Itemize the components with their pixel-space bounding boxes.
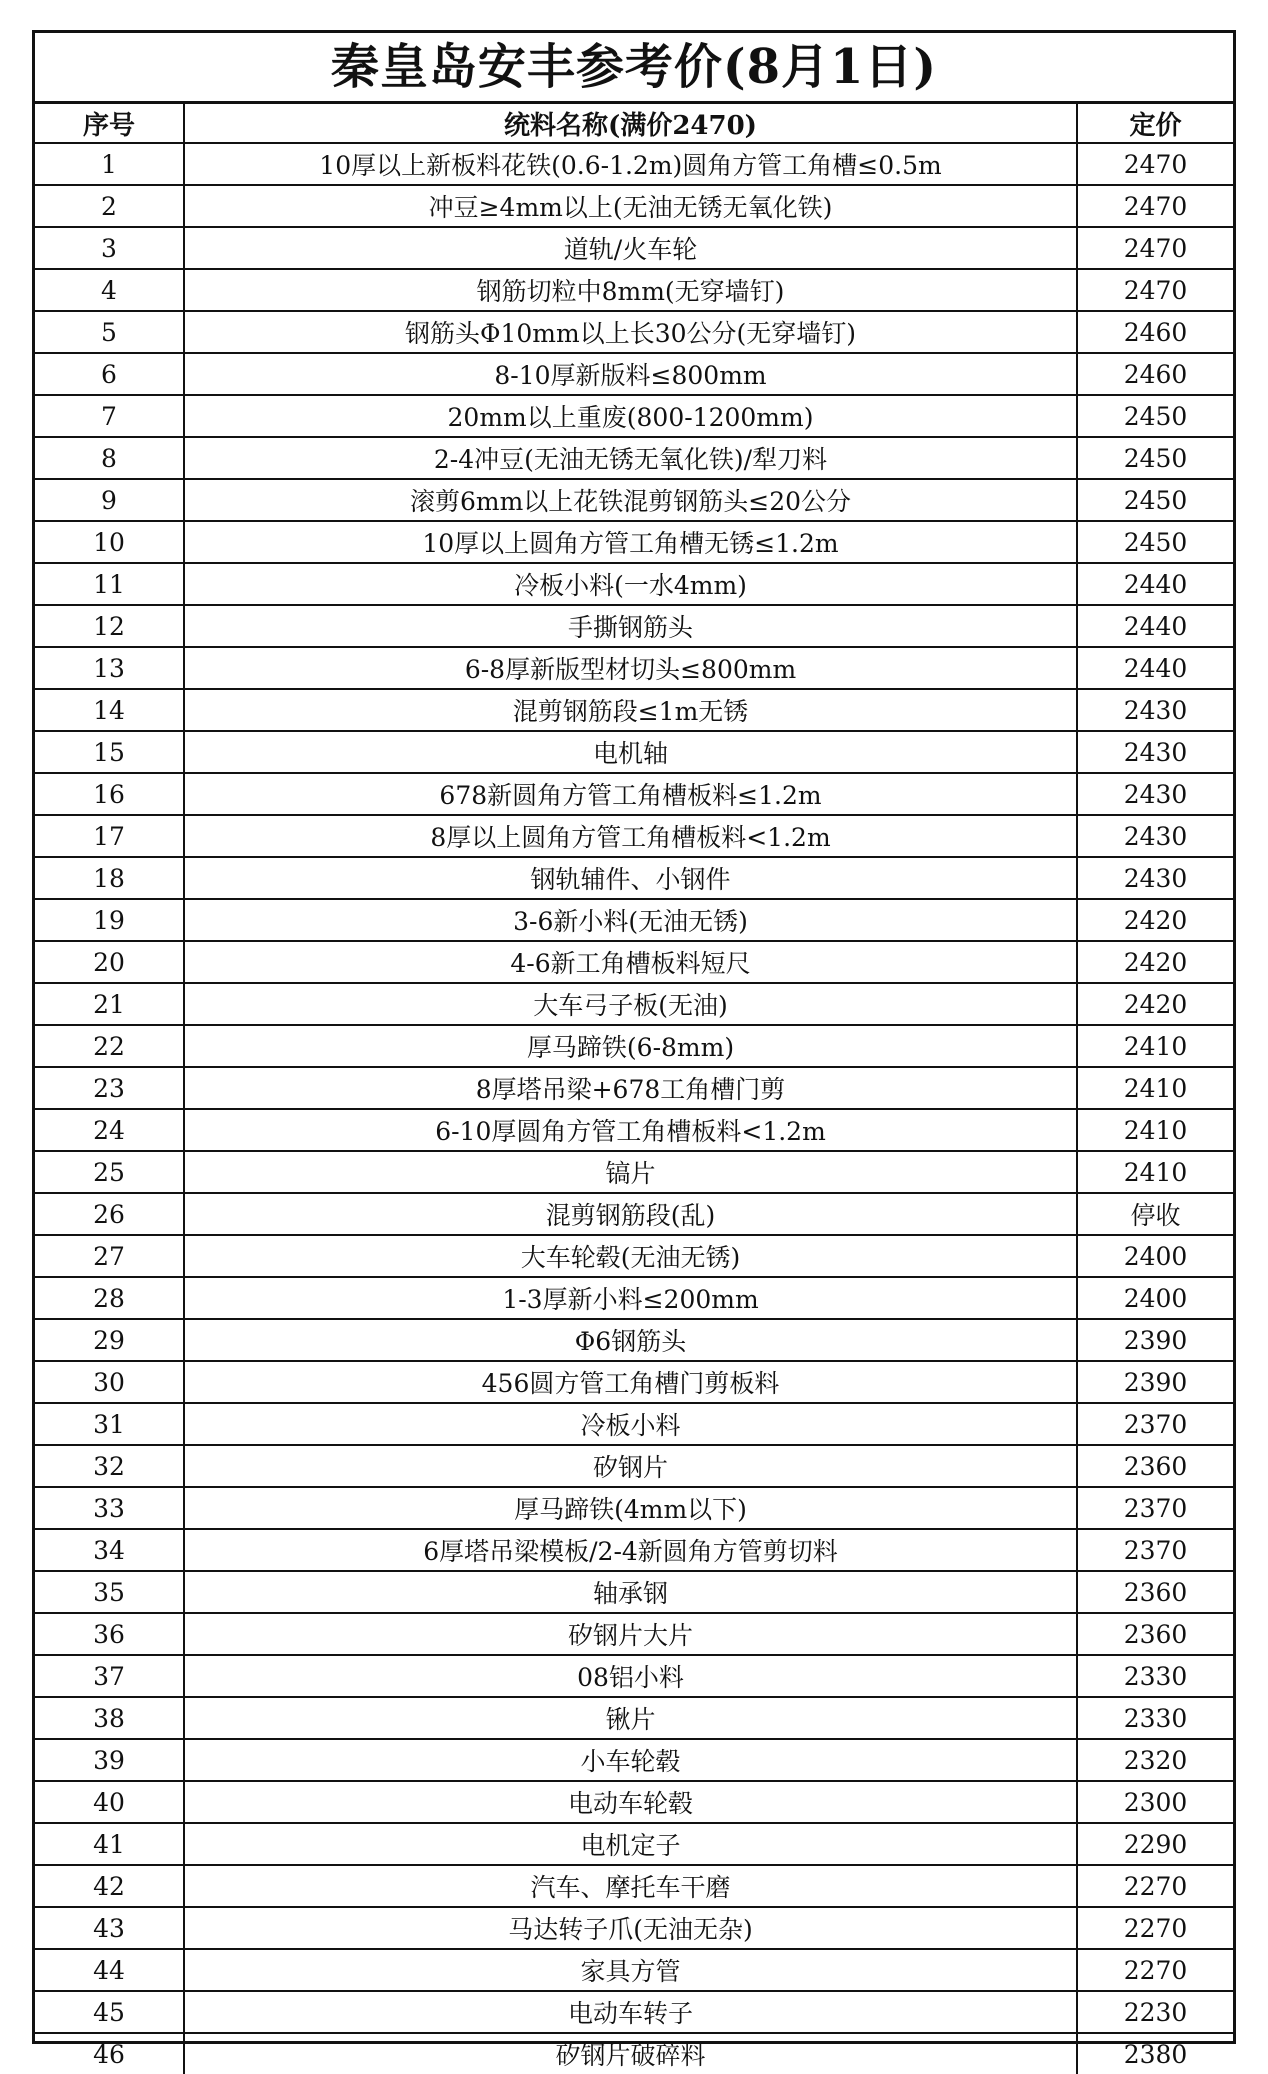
table-row [35,647,1233,689]
row-name: 小车轮毂 [184,1739,1077,1781]
row-index: 37 [35,1655,184,1697]
row-price: 2360 [1077,1445,1233,1487]
table-body [35,143,1233,2074]
row-index: 20 [35,941,184,983]
row-price: 2410 [1077,1109,1233,1151]
table-row [35,269,1233,311]
row-price: 2270 [1077,1949,1233,1991]
row-index: 28 [35,1277,184,1319]
row-name: 4-6新工角槽板料短尺 [184,941,1077,983]
row-index: 29 [35,1319,184,1361]
table-row [35,689,1233,731]
row-index: 15 [35,731,184,773]
row-name: 456圆方管工角槽门剪板料 [184,1361,1077,1403]
row-name: 8厚塔吊梁+678工角槽门剪 [184,1067,1077,1109]
row-name: 手撕钢筋头 [184,605,1077,647]
table-row [35,143,1233,185]
row-index: 38 [35,1697,184,1739]
row-index: 13 [35,647,184,689]
price-sheet [32,30,1236,2070]
row-name: 镐片 [184,1151,1077,1193]
table-row [35,185,1233,227]
row-index: 39 [35,1739,184,1781]
row-index: 42 [35,1865,184,1907]
row-index: 12 [35,605,184,647]
row-name: 6-10厚圆角方管工角槽板料<1.2m [184,1109,1077,1151]
row-index: 36 [35,1613,184,1655]
table-row [35,395,1233,437]
row-index: 8 [35,437,184,479]
table-row [35,353,1233,395]
table-row [35,1529,1233,1571]
row-index: 2 [35,185,184,227]
row-name: 2-4冲豆(无油无锈无氧化铁)/犁刀料 [184,437,1077,479]
table-row [35,1361,1233,1403]
table-row [35,899,1233,941]
row-name: 大车轮毂(无油无锈) [184,1235,1077,1277]
row-price: 2390 [1077,1361,1233,1403]
row-price: 2370 [1077,1529,1233,1571]
row-price: 2430 [1077,773,1233,815]
row-name: 冷板小料(一水4mm) [184,563,1077,605]
table-row [35,1781,1233,1823]
row-index: 26 [35,1193,184,1235]
row-price: 2470 [1077,143,1233,185]
row-index: 27 [35,1235,184,1277]
row-name: 混剪钢筋段≤1m无锈 [184,689,1077,731]
row-price: 2470 [1077,185,1233,227]
row-price: 2430 [1077,731,1233,773]
row-name: 冷板小料 [184,1403,1077,1445]
row-name: 电机定子 [184,1823,1077,1865]
row-name: 家具方管 [184,1949,1077,1991]
row-price: 2330 [1077,1697,1233,1739]
row-price: 2410 [1077,1151,1233,1193]
table-row [35,857,1233,899]
row-name: 钢轨辅件、小钢件 [184,857,1077,899]
table-row [35,1739,1233,1781]
row-price: 2430 [1077,857,1233,899]
table-row [35,2033,1233,2074]
row-index: 41 [35,1823,184,1865]
row-price: 2440 [1077,605,1233,647]
row-price: 2330 [1077,1655,1233,1697]
table-row [35,1193,1233,1235]
row-index: 25 [35,1151,184,1193]
row-index: 40 [35,1781,184,1823]
table-row [35,1571,1233,1613]
table-row [35,983,1233,1025]
table-row [35,227,1233,269]
row-name: 矽钢片破碎料 [184,2033,1077,2074]
row-name: 1-3厚新小料≤200mm [184,1277,1077,1319]
row-name: 厚马蹄铁(4mm以下) [184,1487,1077,1529]
table-row [35,1151,1233,1193]
row-index: 17 [35,815,184,857]
row-price: 2320 [1077,1739,1233,1781]
row-index: 9 [35,479,184,521]
row-price: 停收 [1077,1193,1233,1235]
row-name: 滚剪6mm以上花铁混剪钢筋头≤20公分 [184,479,1077,521]
row-name: 厚马蹄铁(6-8mm) [184,1025,1077,1067]
row-price: 2420 [1077,899,1233,941]
table-row [35,1025,1233,1067]
row-index: 23 [35,1067,184,1109]
table-row [35,1277,1233,1319]
table-row [35,1319,1233,1361]
table-row [35,1949,1233,1991]
table-row [35,311,1233,353]
row-price: 2380 [1077,2033,1233,2074]
row-index: 1 [35,143,184,185]
table-row [35,815,1233,857]
row-name: 矽钢片 [184,1445,1077,1487]
row-price: 2300 [1077,1781,1233,1823]
row-name: 道轨/火车轮 [184,227,1077,269]
row-price: 2390 [1077,1319,1233,1361]
table-row [35,1403,1233,1445]
row-index: 31 [35,1403,184,1445]
row-price: 2420 [1077,983,1233,1025]
row-name: 20mm以上重废(800-1200mm) [184,395,1077,437]
row-price: 2470 [1077,227,1233,269]
row-index: 7 [35,395,184,437]
row-name: 钢筋切粒中8mm(无穿墙钉) [184,269,1077,311]
table-row [35,1109,1233,1151]
table-row [35,1235,1233,1277]
row-price: 2450 [1077,521,1233,563]
row-price: 2370 [1077,1403,1233,1445]
row-index: 19 [35,899,184,941]
row-name: 08铝小料 [184,1655,1077,1697]
row-index: 11 [35,563,184,605]
row-name: 6-8厚新版型材切头≤800mm [184,647,1077,689]
table-row [35,1067,1233,1109]
row-price: 2470 [1077,269,1233,311]
row-index: 43 [35,1907,184,1949]
table-row [35,1445,1233,1487]
header-index: 序号 [35,104,184,143]
table-row [35,1865,1233,1907]
row-index: 32 [35,1445,184,1487]
row-name: 大车弓子板(无油) [184,983,1077,1025]
table-row [35,521,1233,563]
row-name: 马达转子爪(无油无杂) [184,1907,1077,1949]
row-price: 2460 [1077,311,1233,353]
header-name: 统料名称(满价2470) [184,104,1077,143]
table-row [35,941,1233,983]
table-row [35,1655,1233,1697]
row-price: 2450 [1077,437,1233,479]
row-index: 10 [35,521,184,563]
header-price: 定价 [1077,104,1233,143]
header-row [35,104,1233,143]
row-price: 2420 [1077,941,1233,983]
table-row [35,1823,1233,1865]
row-index: 35 [35,1571,184,1613]
row-price: 2450 [1077,479,1233,521]
row-name: 混剪钢筋段(乱) [184,1193,1077,1235]
row-price: 2460 [1077,353,1233,395]
row-index: 3 [35,227,184,269]
table-row [35,1613,1233,1655]
row-price: 2360 [1077,1571,1233,1613]
row-price: 2290 [1077,1823,1233,1865]
row-name: 锹片 [184,1697,1077,1739]
row-name: 6厚塔吊梁模板/2-4新圆角方管剪切料 [184,1529,1077,1571]
row-index: 16 [35,773,184,815]
row-name: Φ6钢筋头 [184,1319,1077,1361]
row-index: 46 [35,2033,184,2074]
table-row [35,479,1233,521]
row-index: 4 [35,269,184,311]
row-name: 10厚以上圆角方管工角槽无锈≤1.2m [184,521,1077,563]
sheet-title: 秦皇岛安丰参考价(8月1日) [35,33,1233,104]
row-name: 轴承钢 [184,1571,1077,1613]
row-name: 电动车转子 [184,1991,1077,2033]
row-index: 30 [35,1361,184,1403]
row-price: 2430 [1077,815,1233,857]
row-index: 24 [35,1109,184,1151]
table-row [35,437,1233,479]
table-row [35,1991,1233,2033]
row-name: 电机轴 [184,731,1077,773]
row-price: 2440 [1077,563,1233,605]
row-name: 矽钢片大片 [184,1613,1077,1655]
row-price: 2370 [1077,1487,1233,1529]
row-index: 21 [35,983,184,1025]
row-price: 2270 [1077,1865,1233,1907]
row-price: 2430 [1077,689,1233,731]
row-price: 2360 [1077,1613,1233,1655]
row-index: 5 [35,311,184,353]
row-index: 18 [35,857,184,899]
row-price: 2440 [1077,647,1233,689]
price-table [35,104,1233,2074]
row-name: 8-10厚新版料≤800mm [184,353,1077,395]
table-row [35,731,1233,773]
row-index: 14 [35,689,184,731]
table-row [35,1487,1233,1529]
row-name: 10厚以上新板料花铁(0.6-1.2m)圆角方管工角槽≤0.5m [184,143,1077,185]
row-index: 44 [35,1949,184,1991]
table-row [35,773,1233,815]
row-price: 2410 [1077,1067,1233,1109]
row-price: 2410 [1077,1025,1233,1067]
row-name: 电动车轮毂 [184,1781,1077,1823]
row-price: 2400 [1077,1235,1233,1277]
table-row [35,605,1233,647]
row-price: 2450 [1077,395,1233,437]
row-name: 钢筋头Φ10mm以上长30公分(无穿墙钉) [184,311,1077,353]
row-index: 33 [35,1487,184,1529]
row-name: 汽车、摩托车干磨 [184,1865,1077,1907]
row-index: 34 [35,1529,184,1571]
table-row [35,563,1233,605]
row-name: 678新圆角方管工角槽板料≤1.2m [184,773,1077,815]
row-index: 6 [35,353,184,395]
row-index: 22 [35,1025,184,1067]
table-row [35,1907,1233,1949]
table-row [35,1697,1233,1739]
row-price: 2270 [1077,1907,1233,1949]
row-name: 冲豆≥4mm以上(无油无锈无氧化铁) [184,185,1077,227]
row-index: 45 [35,1991,184,2033]
row-name: 3-6新小料(无油无锈) [184,899,1077,941]
row-name: 8厚以上圆角方管工角槽板料<1.2m [184,815,1077,857]
row-price: 2400 [1077,1277,1233,1319]
row-price: 2230 [1077,1991,1233,2033]
